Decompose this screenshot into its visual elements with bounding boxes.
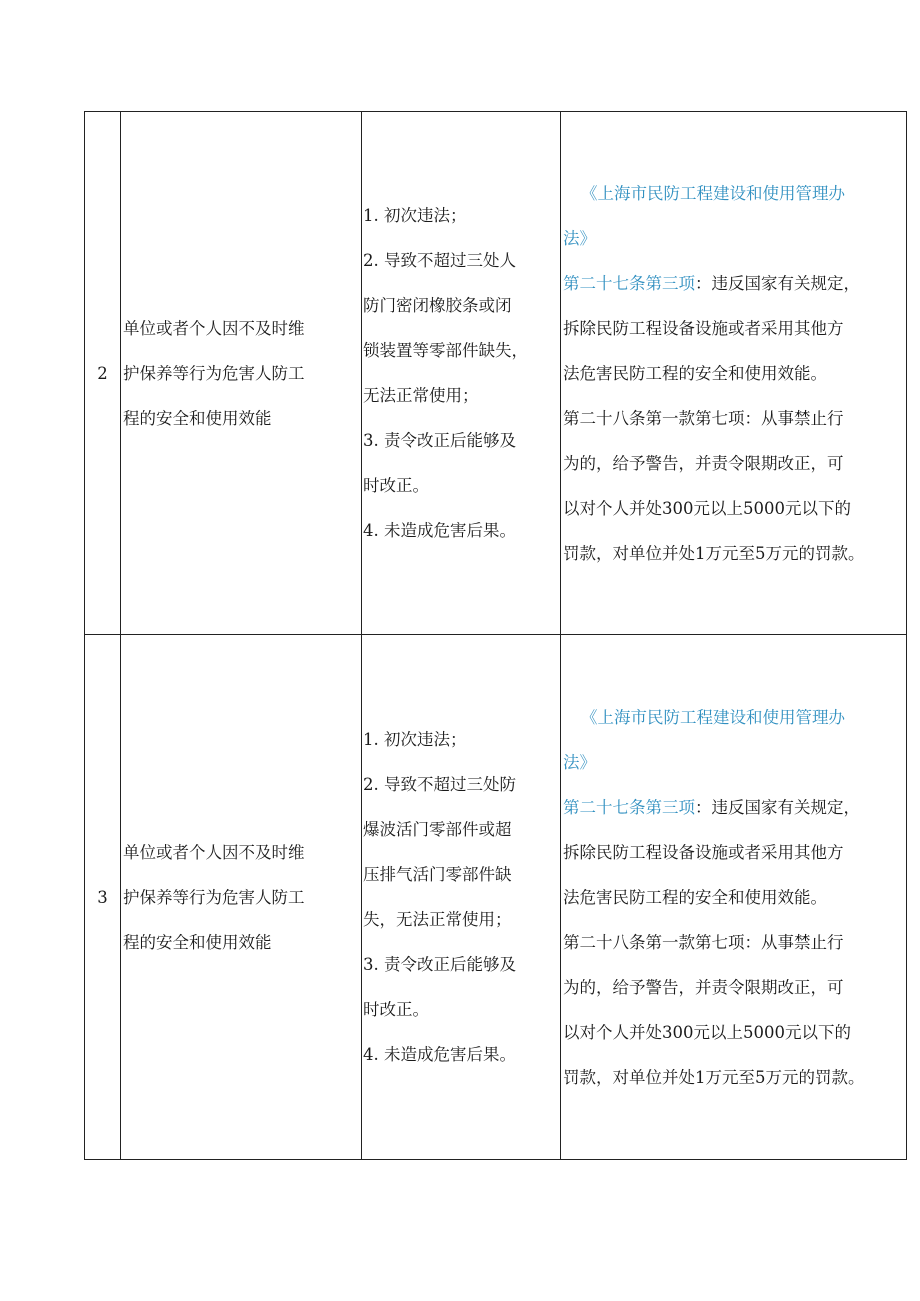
text-line: 防门密闭橡胶条或闭	[363, 296, 512, 315]
text-line: 时改正。	[363, 476, 429, 495]
text-line: 单位或者个人因不及时维	[123, 842, 305, 862]
text-line: 爆波活门零部件或超	[363, 820, 512, 839]
text-line: 1. 初次违法；	[363, 206, 467, 225]
article-reference-link[interactable]: 第二十七条第三项	[563, 273, 695, 293]
text-line: 为的，给予警告，并责令限期改正，可	[563, 453, 844, 473]
regulation-title-link[interactable]: 《上海市民防工程建设和使用管理办	[581, 707, 845, 727]
circumstances-list	[362, 112, 561, 635]
text-line: 失，无法正常使用；	[363, 910, 512, 929]
legal-basis	[561, 635, 907, 1160]
text-line: 以对个人并处300元以上5000元以下的	[563, 498, 851, 518]
text-line: 护保养等行为危害人防工	[123, 363, 305, 383]
text-line: 4. 未造成危害后果。	[363, 521, 516, 540]
regulation-title-link[interactable]: 《上海市民防工程建设和使用管理办	[581, 183, 845, 203]
violation-description	[121, 635, 362, 1160]
table-row	[85, 112, 907, 635]
article-reference-link[interactable]: 第二十七条第三项	[563, 797, 695, 817]
article-27-line: 第二十七条第三项：违反国家有关规定，	[563, 797, 860, 817]
table-row	[85, 635, 907, 1160]
text-line: 单位或者个人因不及时维	[123, 318, 305, 338]
penalty-rules-table	[84, 111, 907, 1160]
text-line: 以对个人并处300元以上5000元以下的	[563, 1022, 851, 1042]
legal-basis	[561, 112, 907, 635]
text-line: 3. 责令改正后能够及	[363, 431, 516, 450]
text-line: 罚款，对单位并处1万元至5万元的罚款。	[563, 1067, 865, 1087]
text-line: 程的安全和使用效能	[123, 408, 272, 428]
text-line: 时改正。	[363, 1000, 429, 1019]
row-number: 2	[85, 112, 121, 635]
text-line: 2. 导致不超过三处人	[363, 251, 516, 270]
text-line: 法危害民防工程的安全和使用效能。	[563, 887, 827, 907]
row-number: 3	[85, 635, 121, 1160]
text-line: 第二十八条第一款第七项：从事禁止行	[563, 408, 844, 428]
circumstances-list	[362, 635, 561, 1160]
text-line: 第二十八条第一款第七项：从事禁止行	[563, 932, 844, 952]
text-line: 2. 导致不超过三处防	[363, 775, 516, 794]
regulation-title-link[interactable]: 法》	[563, 752, 596, 772]
regulation-title-link[interactable]: 法》	[563, 228, 596, 248]
text-line: 3. 责令改正后能够及	[363, 955, 516, 974]
text-line: 拆除民防工程设备设施或者采用其他方	[563, 318, 844, 338]
text-line: 罚款，对单位并处1万元至5万元的罚款。	[563, 543, 865, 563]
text-line: 程的安全和使用效能	[123, 932, 272, 952]
text-line: 无法正常使用；	[363, 386, 479, 405]
text-line: 1. 初次违法；	[363, 730, 467, 749]
text-line: 锁装置等零部件缺失，	[363, 341, 528, 360]
text-line: 压排气活门零部件缺	[363, 865, 512, 884]
article-27-line: 第二十七条第三项：违反国家有关规定，	[563, 273, 860, 293]
text-line: 法危害民防工程的安全和使用效能。	[563, 363, 827, 383]
text-line: 拆除民防工程设备设施或者采用其他方	[563, 842, 844, 862]
text-line: 护保养等行为危害人防工	[123, 887, 305, 907]
text-line: 4. 未造成危害后果。	[363, 1045, 516, 1064]
violation-description	[121, 112, 362, 635]
text-line: 为的，给予警告，并责令限期改正，可	[563, 977, 844, 997]
